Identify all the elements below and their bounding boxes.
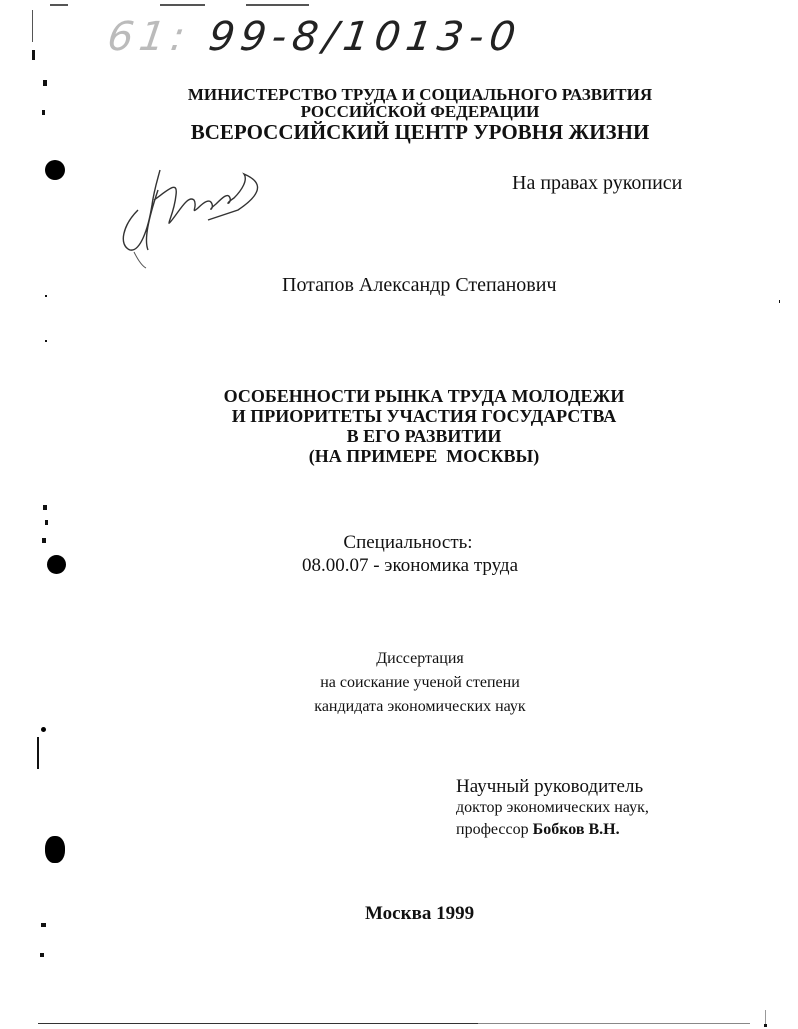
institution-name: ВСЕРОССИЙСКИЙ ЦЕНТР УРОВНЯ ЖИЗНИ — [190, 120, 650, 144]
scan-artifact-line — [765, 1010, 766, 1024]
ministry-line-2: РОССИЙСКОЙ ФЕДЕРАЦИИ — [300, 102, 540, 121]
advisor-block — [456, 777, 649, 841]
scan-artifact-mark — [41, 923, 46, 927]
dissertation-title — [0, 386, 798, 466]
archive-number-prefix: 61: — [104, 14, 194, 60]
page-bottom-rule — [478, 1023, 750, 1024]
scan-artifact-mark — [779, 300, 780, 303]
advisor-label: Научный руководитель — [456, 776, 644, 797]
page-bottom-rule — [38, 1023, 478, 1024]
scan-artifact-mark — [45, 295, 47, 297]
title-line-3: В ЕГО РАЗВИТИИ — [346, 426, 502, 446]
punch-hole-mark — [45, 160, 65, 180]
degree-line-3: кандидата экономических наук — [314, 698, 526, 715]
degree-line-1: Диссертация — [376, 650, 464, 667]
title-line-4: (НА ПРИМЕРЕ МОСКВЫ) — [308, 446, 540, 466]
scan-artifact-mark — [43, 505, 47, 510]
punch-hole-mark — [47, 555, 66, 574]
scan-artifact-line — [160, 4, 205, 6]
scan-artifact-mark — [40, 953, 44, 957]
author-name: Потапов Александр Степанович — [282, 274, 557, 296]
advisor-name: Бобков В.Н. — [532, 821, 620, 838]
scan-artifact-mark — [764, 1024, 767, 1027]
specialty-label: Специальность: — [343, 532, 473, 553]
city-year: Москва 1999 — [365, 903, 475, 924]
advisor-title: профессор — [456, 821, 529, 838]
scan-artifact-mark — [32, 50, 35, 60]
manuscript-rights-note: На правах рукописи — [512, 172, 683, 194]
title-line-1: ОСОБЕННОСТИ РЫНКА ТРУДА МОЛОДЕЖИ — [223, 386, 625, 406]
advisor-title-line — [456, 819, 649, 841]
handwritten-signature — [118, 160, 278, 270]
ministry-header — [0, 86, 798, 145]
scan-artifact-mark — [42, 538, 46, 543]
scan-artifact-mark — [45, 520, 48, 525]
scan-artifact-line — [246, 4, 309, 6]
punch-hole-mark — [45, 836, 65, 863]
advisor-degree: доктор экономических наук, — [456, 799, 649, 816]
degree-block — [294, 647, 546, 719]
ministry-line-1: МИНИСТЕРСТВО ТРУДА И СОЦИАЛЬНОГО РАЗВИТИЯ — [187, 85, 653, 104]
scan-artifact-line — [50, 4, 68, 6]
specialty-code: 08.00.07 - экономика труда — [301, 555, 519, 576]
scan-artifact-mark — [45, 340, 47, 342]
scan-artifact-line — [32, 10, 33, 42]
scan-artifact-mark — [41, 727, 46, 732]
degree-line-2: на соискание ученой степени — [320, 674, 520, 691]
specialty-block — [300, 531, 519, 577]
title-line-2: И ПРИОРИТЕТЫ УЧАСТИЯ ГОСУДАРСТВА — [231, 406, 617, 426]
scan-artifact-line — [37, 737, 39, 769]
archive-number — [105, 14, 524, 60]
archive-number-value: 99-8/1013-0 — [205, 14, 525, 60]
